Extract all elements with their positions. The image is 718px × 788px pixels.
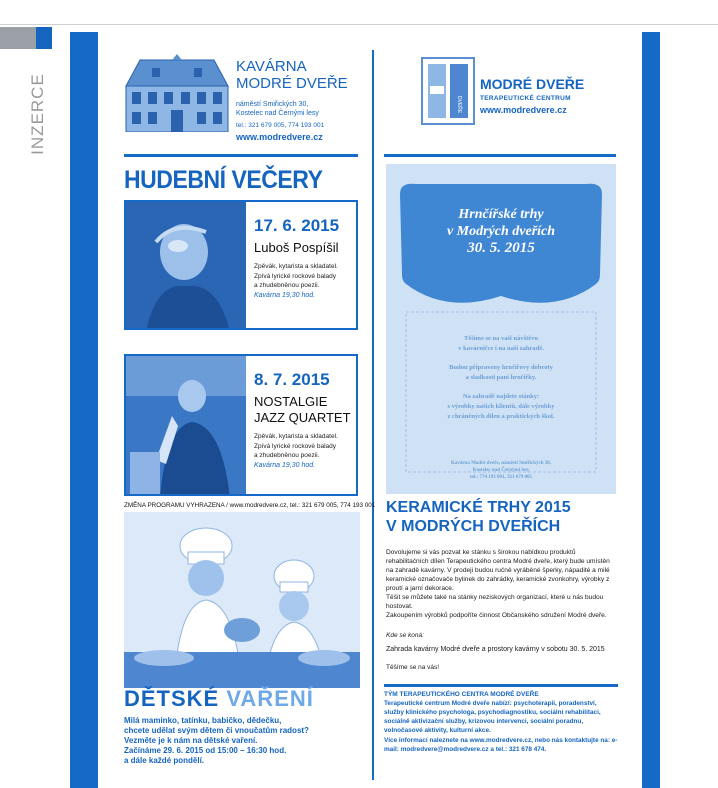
left-blue-bar [70, 32, 98, 788]
top-rule [0, 24, 718, 25]
left-rule [124, 154, 358, 157]
poster-footer: Kavárna Modré dveře, náměstí Smiřických 30, Kostelec nad Černými lesy tel.: 774 193 001, 321 679 005 [450, 461, 552, 480]
poster-body: Těšíme se na vaši návštěvu v kavárničce i na naší zahradě. Budou připraveny hrnčířovy dobroty a sladkosti paní hrnčířky. Na zahradě najdete stánky: s výrobky našich klientů, dále výrobky z chráněných dílen a praktických škol. [447, 335, 555, 420]
event-time: Kavárna 19,30 hod. [254, 291, 316, 299]
right-rule [384, 154, 616, 157]
door-icon [420, 56, 476, 126]
pottery-market-poster [386, 164, 616, 494]
cafe-address: náměstí Smiřických 30, Kostelec nad Černými lesy [236, 101, 319, 117]
event-description: Zpěvák, kytarista a skladatel. Zpívá lyrické rockové balady a zhudebněnou poezii. [254, 263, 338, 289]
cafe-url[interactable]: www.modredvere.cz [236, 132, 323, 142]
event-card [124, 200, 358, 330]
event-performer: NOSTALGIE JAZZ QUARTET [254, 394, 351, 425]
market-title: KERAMICKÉ TRHY 2015 V MODRÝCH DVEŘÍCH [386, 499, 571, 535]
event-performer: Luboš Pospíšil [254, 240, 339, 255]
event-photo [126, 202, 246, 328]
market-where-label: Kde se koná: [386, 632, 424, 639]
market-body: Dovolujeme si vás pozvat ke stánku s širokou nabídkou produktů rehabilitačních dílen Terapeutického centra Modré dveře, který bude umístěn na zahradě kavárny. V prodeji budou ručně vyráběné šperky, nápadité a milé keramické označovače bylinek do zahrádky, keramické zvonkohry, výrobky z proutí a jarní dekorace. Těšit se můžete také na stánky neziskových organizací, které u nás budou hostovat. Zakoupením výrobků podpoříte činnost Občanského sdružení Modré dveře. [386, 549, 610, 619]
corner-tab-accent [36, 27, 52, 49]
center-title: MODRÉ DVEŘE [480, 76, 585, 92]
event-time: Kavárna 19,30 hod. [254, 461, 316, 469]
team-heading: TÝM TERAPEUTICKÉHO CENTRA MODRÉ DVEŘE [384, 691, 539, 698]
event-description: Zpěvák, kytarista a skladatel. Zpívá lyrické rockové balady a zhudebněnou poezii. [254, 433, 338, 459]
poster-heading: Hrnčířské trhy v Modrých dveřích 30. 5. 2015 [446, 207, 556, 256]
house-icon [122, 54, 232, 132]
team-contact: Více informací naleznete na www.modredvere.cz, nebo nás kontaktujte na: e-mail: modredvere@modredvere.cz a tel.: 321 678 474. [384, 737, 618, 753]
center-subtitle: TERAPEUTICKÉ CENTRUM [480, 95, 571, 102]
cafe-phone: tel.: 321 679 005, 774 193 001 [236, 122, 325, 129]
music-evenings-title: HUDEBNÍ VEČERY [124, 166, 323, 194]
program-change-note: ZMĚNA PROGRAMU VYHRAZENA / www.modredvere.cz, tel.: 321 679 005, 774 193 001 [124, 502, 376, 509]
right-blue-bar [642, 32, 660, 788]
center-logo [420, 56, 620, 136]
kids-cooking-text: Milá maminko, tatínku, babičko, dědečku, chcete udělat svým dětem či vnoučatům radost? Vezměte je k nám na dětské vaření. Začínáme 29. 6. 2015 od 15:00 – 16:30 hod. a dále každé pondělí. [124, 716, 309, 765]
event-date: 8. 7. 2015 [254, 370, 330, 389]
section-label: INZERCE [28, 73, 47, 155]
event-date: 17. 6. 2015 [254, 216, 340, 235]
team-text: Terapeutické centrum Modré dveře nabízí: psychoterapii, poradenství, služby klinického psychologa, psychodiagnostiku, sociální rehabilitaci, sociálně aktivizační služby, krizovou intervenci, sociální poradnu, volnočasové aktivity, kulturní akce. [384, 700, 601, 734]
event-photo [126, 356, 246, 494]
market-where-value: Zahrada kavárny Modré dveře a prostory kavárny v sobotu 30. 5. 2015 [386, 646, 605, 653]
event-card [124, 354, 358, 496]
svg-text:DVEŘE: DVEŘE [456, 96, 462, 114]
kids-cooking-photo [124, 512, 360, 688]
cafe-logo [122, 52, 360, 150]
market-closing: Těšíme se na vás! [386, 664, 440, 671]
team-box [384, 684, 618, 754]
cafe-title: KAVÁRNA MODRÉ DVEŘE [236, 58, 348, 92]
center-url[interactable]: www.modredvere.cz [480, 105, 567, 115]
column-divider [372, 50, 374, 780]
kids-cooking-title: DĚTSKÉ VAŘENÍ [124, 686, 314, 711]
